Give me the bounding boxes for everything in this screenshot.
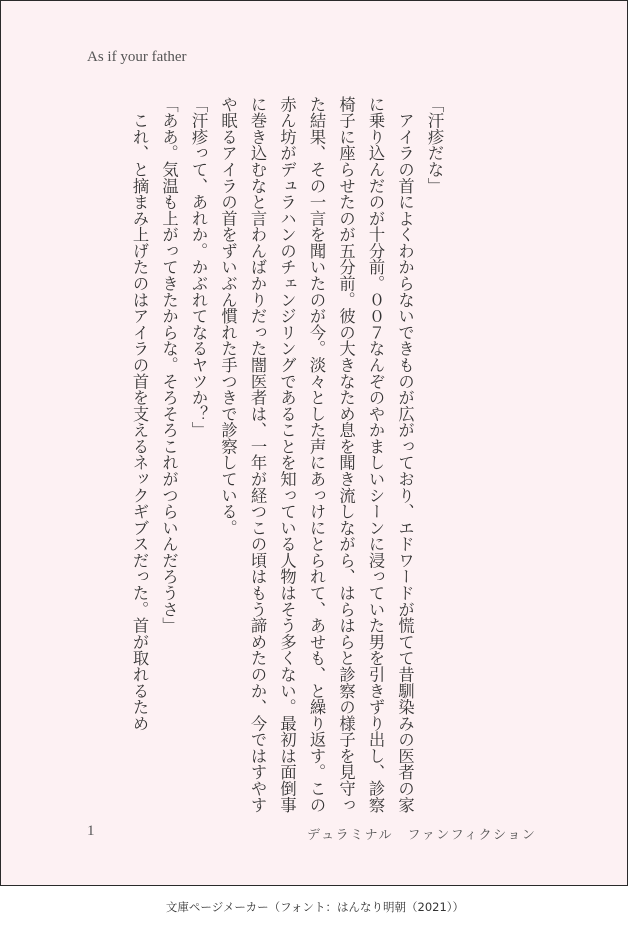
paragraph: 「汗疹って、あれか。かぶれてなるヤツか？」 bbox=[189, 96, 208, 439]
page-number: 1 bbox=[87, 823, 95, 839]
header-title: As if your father bbox=[87, 49, 187, 65]
footer-title: デュラミナル ファンフィクション bbox=[307, 828, 537, 843]
paragraph: 「汗疹だな」 bbox=[425, 96, 444, 194]
body-text bbox=[125, 96, 450, 816]
paragraph: これ、と摘まみ上げたのはアイラの首を支えるネックギブスだった。首が取れるため bbox=[130, 96, 149, 732]
credit-line: 文庫ページメーカー（フォント：はんなり明朝（2021）） bbox=[165, 900, 465, 914]
paragraph: アイラの首によくわからないできものが広がっており、エドワードが慌てて昔馴染みの医者の家に乗り込んだのが十分前。００７なんぞのやかましいシーンに浸っていた男を引きずり出し、診察椅子に座らせたのが五分前。彼の大きなため息を聞き流しながら、はらはらと診察の様子を見守った結果、その一言を聞いたのが今。淡々とした声にあっけにとられて、あせも、と繰り返す。この赤ん坊がデュラハンのチェンジリングであることを知っている人物はそう多くない。最初は面倒事に巻き込むなと言わんばかりだった闇医者は、一年が経つこの頃はもう諦めたのか、今ではすやすや眠るアイラの首をずいぶん慣れた手つきで診察している。 bbox=[218, 96, 415, 813]
paragraph: 「ああ。気温も上がってきたからな。そろそろこれがつらいんだろうさ」 bbox=[159, 96, 179, 634]
